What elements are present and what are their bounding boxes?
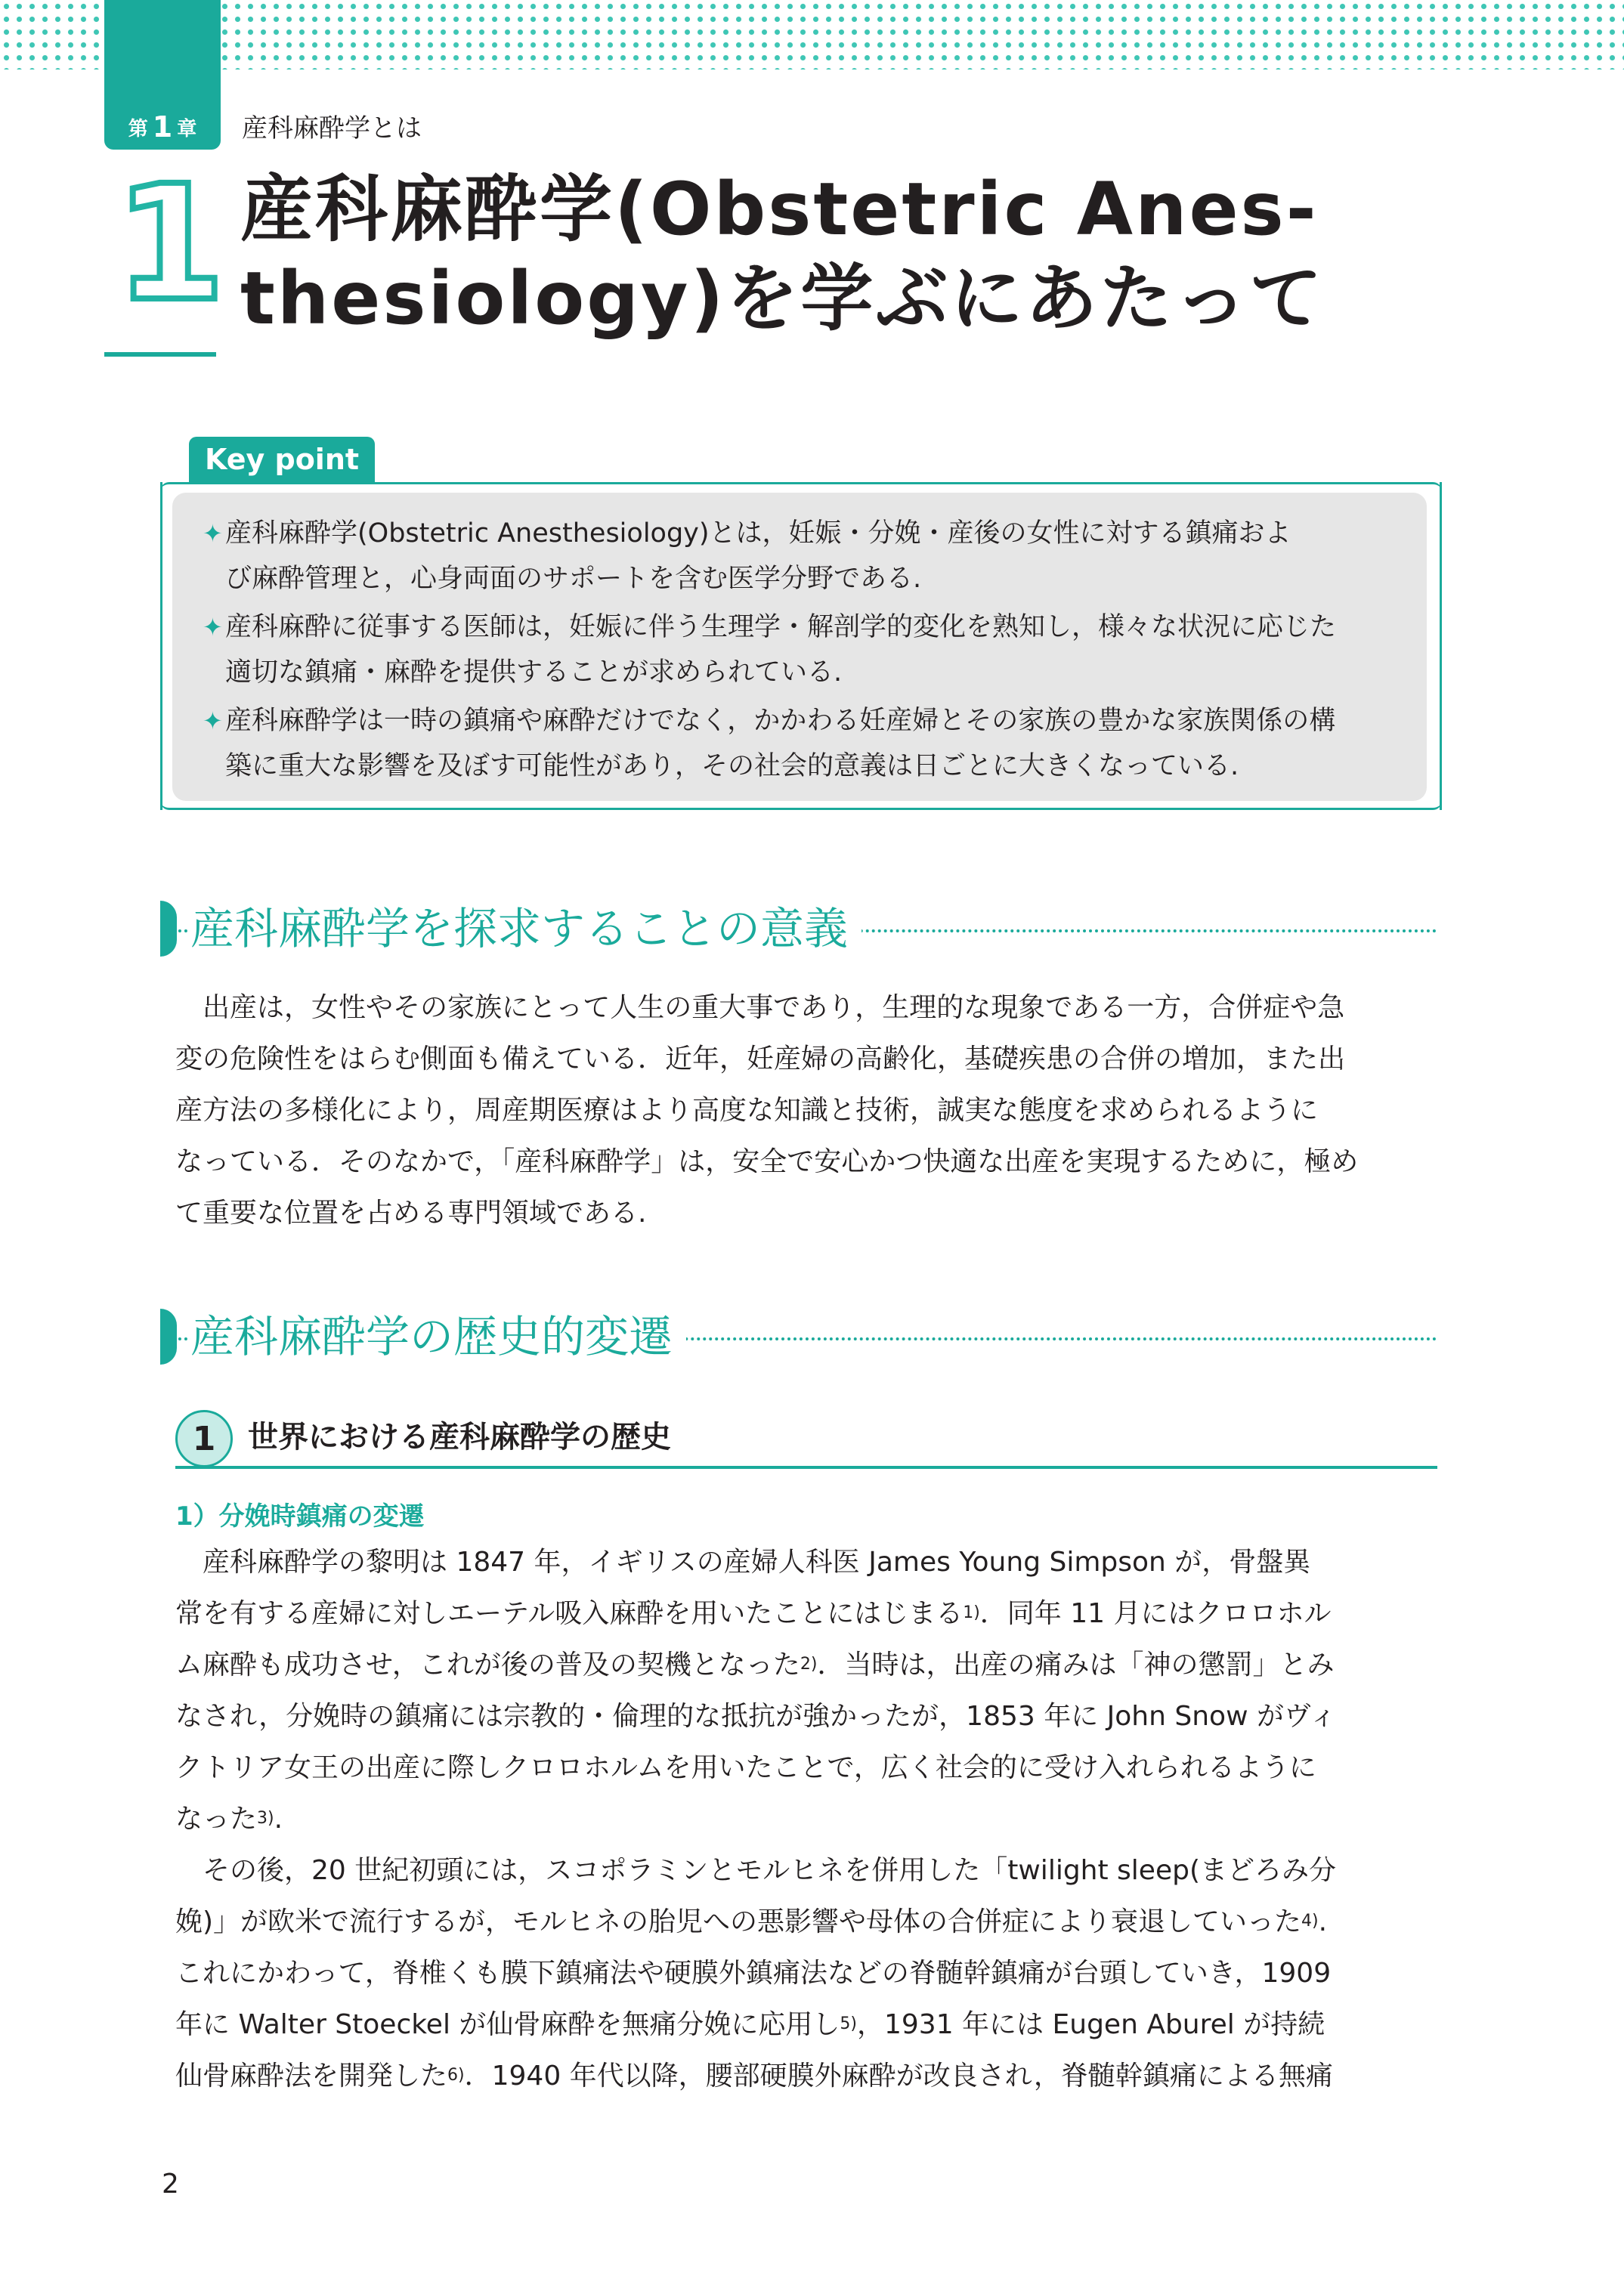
text-line: なった$^{3)}$. — [175, 1804, 283, 1835]
subsection-number: 1 — [175, 1410, 233, 1467]
key-point-line: び麻酔管理と，心身両面のサポートを含む医学分野である. — [225, 564, 922, 594]
citation: 2) — [800, 1655, 818, 1674]
subsubsection-heading: 1）分娩時鎮痛の変遷 — [175, 1501, 425, 1532]
chapter-number: 1 — [152, 110, 173, 144]
section1-paragraph — [175, 982, 1437, 1239]
chapter-prefix: 第 — [128, 117, 148, 141]
key-point-item — [203, 698, 1412, 789]
text-line: クトリア女王の出産に際しクロロホルムを用いたことで，広く社会的に受け入れられるように — [175, 1752, 1316, 1783]
key-point-line: 産科麻酔学(Obstetric Anesthesiology)とは，妊娠・分娩・産後の女性に対する鎮痛およ — [225, 518, 1291, 549]
key-point-line: 築に重大な影響を及ぼす可能性があり，その社会的意義は日ごとに大きくなっている. — [225, 751, 1239, 781]
history-paragraph — [175, 1537, 1437, 2102]
text-line: なっている．そのなかで，「産科麻酔学」は，安全で安心かつ快適な出産を実現するために，極め — [175, 1146, 1359, 1177]
chapter-label — [104, 110, 221, 144]
text-line: 娩)」が欧米で流行するが，モルヒネの胎児への悪影響や母体の合併症により衰退していった$^{4)}$. — [175, 1906, 1328, 1937]
subsection-rule — [175, 1466, 1437, 1469]
heading-accent-bar — [160, 901, 177, 957]
page-title-line1: 産科麻酔学(Obstetric Anes- — [240, 167, 1319, 252]
star-bullet-icon: ✦ — [203, 519, 223, 548]
text-line: 産方法の多様化により，周産期医療はより高度な知識と技術，誠実な態度を求められるように — [175, 1095, 1319, 1126]
text-line: ム麻酔も成功させ，これが後の普及の契機となった$^{2)}$．当時は，出産の痛みは「神の懲罰」とみ — [175, 1649, 1335, 1680]
star-bullet-icon: ✦ — [203, 613, 223, 642]
text-line: これにかわって，脊椎くも膜下鎮痛法や硬膜外鎮痛法などの脊髄幹鎮痛が台頭していき，1909 — [175, 1958, 1332, 1989]
text-line: 常を有する産婦に対しエーテル吸入麻酔を用いたことにはじまる$^{1)}$．同年 11 月にはクロロホル — [175, 1598, 1332, 1629]
text-line: て重要な位置を占める専門領域である. — [175, 1198, 647, 1229]
citation: 4) — [1301, 1912, 1319, 1931]
key-point-line: 産科麻酔学は一時の鎮痛や麻酔だけでなく，かかわる妊産婦とその家族の豊かな家族関係の構 — [225, 706, 1336, 736]
section-number: 1 — [115, 151, 226, 336]
key-point-line: 適切な鎮痛・麻酔を提供することが求められている. — [225, 657, 843, 688]
citation: 3) — [257, 1809, 274, 1828]
chapter-suffix: 章 — [177, 117, 197, 141]
citation: 6) — [447, 2066, 465, 2085]
key-point-label: Key point — [189, 437, 375, 482]
running-title: 産科麻酔学とは — [242, 113, 422, 144]
text-line: 産科麻酔学の黎明は 1847 年，イギリスの産婦人科医 James Young Simpson が，骨盤異 — [175, 1547, 1311, 1578]
section-heading — [160, 1304, 1437, 1372]
key-point-line: 産科麻酔に従事する医師は，妊娠に伴う生理学・解剖学的変化を熟知し，様々な状況に応じた — [225, 612, 1337, 642]
section-heading-text: 産科麻酔学の歴史的変遷 — [190, 1304, 686, 1369]
text-line: 年に Walter Stoeckel が仙骨麻酔を無痛分娩に応用し$^{5)}$，1931 年には Eugen Aburel が持続 — [175, 2009, 1325, 2040]
page-title-line2: thesiology)を学ぶにあたって — [240, 256, 1325, 341]
star-bullet-icon: ✦ — [203, 706, 223, 735]
text-line: 変の危険性をはらむ側面も備えている．近年，妊産婦の高齢化，基礎疾患の合併の増加，また出 — [175, 1043, 1346, 1074]
text-line: 仙骨麻酔法を開発した$^{6)}$．1940 年代以降，腰部硬膜外麻酔が改良され，脊髄幹鎮痛による無痛 — [175, 2061, 1333, 2092]
section-heading — [160, 896, 1437, 964]
key-point-item — [203, 511, 1412, 601]
title-underline — [104, 352, 216, 357]
key-point-item — [203, 604, 1412, 695]
heading-accent-bar — [160, 1309, 177, 1365]
page-number: 2 — [162, 2169, 179, 2200]
section-heading-text: 産科麻酔学を探求することの意義 — [190, 896, 861, 961]
citation: 1) — [963, 1603, 980, 1622]
citation: 5) — [840, 2014, 857, 2033]
text-line: その後，20 世紀初頭には，スコポラミンとモルヒネを併用した「twilight sleep(まどろみ分 — [175, 1855, 1336, 1886]
subsection-heading — [175, 1410, 1437, 1470]
dotted-header-pattern — [0, 0, 1624, 70]
text-line: なされ，分娩時の鎮痛には宗教的・倫理的な抵抗が強かったが，1853 年に John Snow がヴィ — [175, 1701, 1337, 1732]
text-line: 出産は，女性やその家族にとって人生の重大事であり，生理的な現象である一方，合併症や急 — [175, 992, 1345, 1023]
subsection-title: 世界における産科麻酔学の歴史 — [248, 1420, 671, 1455]
page-title — [240, 165, 1480, 343]
